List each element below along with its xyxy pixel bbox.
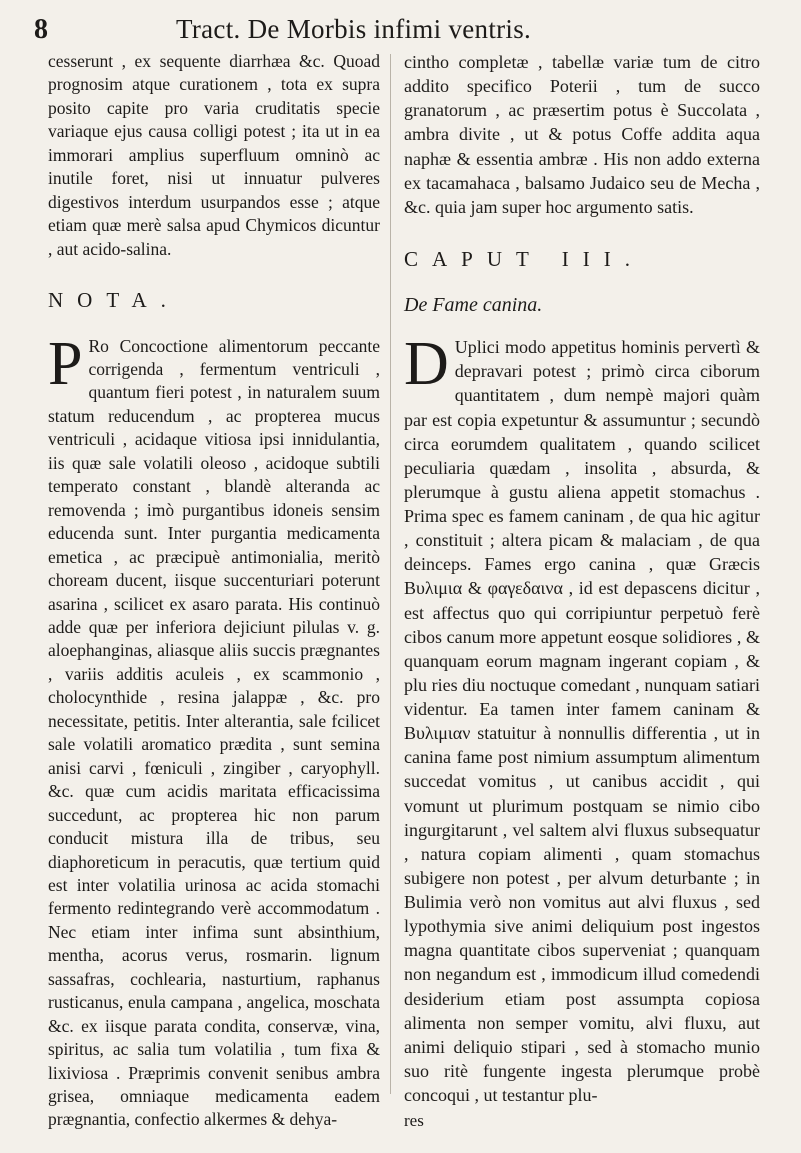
column-divider [390,54,391,1094]
chapter-subheading: De Fame canina. [404,294,543,316]
chapter-heading: CAPUT III. [404,246,644,271]
catchword: res [404,1111,424,1131]
right-paragraph-2 [404,330,760,1107]
nota-heading: NOTA. [48,288,180,313]
drop-cap-d: D [404,330,449,399]
left-paragraph-2 [48,329,380,1132]
right-column [404,50,760,1133]
running-title: Tract. De Morbis infimi ventris. [176,14,532,44]
left-paragraph-2-text: Ro Concoctione alimentorum peccante corrigenda , fermentum ventriculi , quantum fieri potest , in naturalem suum statum reducendum , ac propterea mucus ventriculi , acidaque vitiosa ipsi innidulantia, iis quæ sale volatili oleoso , acidoque subtili temperato constant , blandè alteranda ac removenda ; imò purgantibus idoneis sensim educenda sunt. Inter purgantia medicamenta emetica , ac præcipuè antimonialia, meritò choream ducent, iisque succenturiari poterunt asarina , scilicet ex asaro parata. His continuò adde quæ per inferiora dejiciunt pilulas v. g. aloephanginas, aliasque aliis succis prægnantes , variis additis aculeis , ex scammonio , cholocynthide , resina jalappæ , &c. pro necessitate, petitis. Inter alterantia, sale fcilicet sale volatili aromatico prædita , sunt semina anisi carvi , fœniculi , zingiber , caryophyll. &c. quæ cum acidis maritata efficacissima succedunt, ac propterea hic non parum conducit mistura illa de tribus, seu diaphoreticum in peracutis, quæ tertium quid est inter volatilia urinosa ac acida stomachi fermento redintegrando verè accommodatum . Nec etiam inter infima sunt absinthium, mentha, acorus verus, rosmarin. lignum sassafras, cochlearia, nasturtium, raphanus rusticanus, enula campana , angelica, moschata &c. ex iisque parata condita, conservæ, vina, spiritus, ac salia tum volatilia , tum fixa & lixiviosa . Præprimis convenit senibus ambra grisea, omniaque medicamenta eadem prægnantia, confectio alkermes & dehya- [48,335,380,1130]
running-header [34,8,774,48]
drop-cap-p: P [48,329,83,398]
left-paragraph-1: cesserunt , ex sequente diarrhæa &c. Quoad prognosim atque curationem , tota ex supra posito capite pro varia cruditatis specie variaque ejus causa colligi potest ; ita ut in ea immorari amplius superfluum omninò ac inutile foret, nisi ut innuatur pulveres digestivos interdum usurpandos esse ; atque etiam quæ merè salsa apud Chymicos dicuntur , aut acido-salina. [48,51,380,259]
left-column [48,50,380,1132]
page-number: 8 [34,14,48,45]
right-paragraph-1: cintho completæ , tabellæ variæ tum de citro addito specifico Poterii , tum de succo granatorum , ac præsertim potus è Succolata , ambra divite , ut & potus Coffe addita aqua naphæ & essentia ambræ . His non addo externa ex tacamahaca , balsamo Judaico seu de Mecha , &c. quia jam super hoc argumento satis. [404,52,760,217]
right-paragraph-2-text: Uplici modo appetitus hominis pervertì & depravari potest ; primò circa ciborum quantitatem , dum nempè majori quàm par est copia expetuntur & assumuntur ; secundò circa eorumdem qualitatem , quando scilicet peculiaria quædam , insolita , absurda, & plerumque à gustu aliena appetit stomachus . Prima spec es famem caninam , de qua hic agitur , constituit ; altera picam & malaciam , de qua deinceps. Fames ergo canina , quæ Græcis Βυλιμια & φαγεδαινα , id est depascens dicitur , est affectus quo qui corripiuntur perpetuò ferè cibos canum more appetunt eosque solidiores , & quanquam eorum magnam ingerant copiam , & plu ries diu noctuque comedant , nunquam satiari videntur. Ea tamen inter famem caninam & Βυλιμιαν statuitur à nonnullis differentia , ut in canina fame post nimium assumptum alimentum succedat vomitus , ut canibus accidit , qui vomunt ut plurimum postquam se nimio cibo ingurgitarunt , vel saltem alvi fluxus subsequatur , natura copiam alimenti , quam stomachus subigere non potest , per alvum deturbante ; in Bulimia verò non vomitus aut alvi fluxus , sed lypothymia sive animi deliquium post ingestos magna quantitate cibos superveniat ; quanquam non negandum est , immodicum illud comedendi desiderium etiam post assumpta copiosa alimenta non semper vomitu, alvi fluxu, aut animi deliquio stipari , sed à stomacho munio suo ritè fungente ingesta plerumque probè concoqui , ut testantur plu- [404,337,760,1105]
